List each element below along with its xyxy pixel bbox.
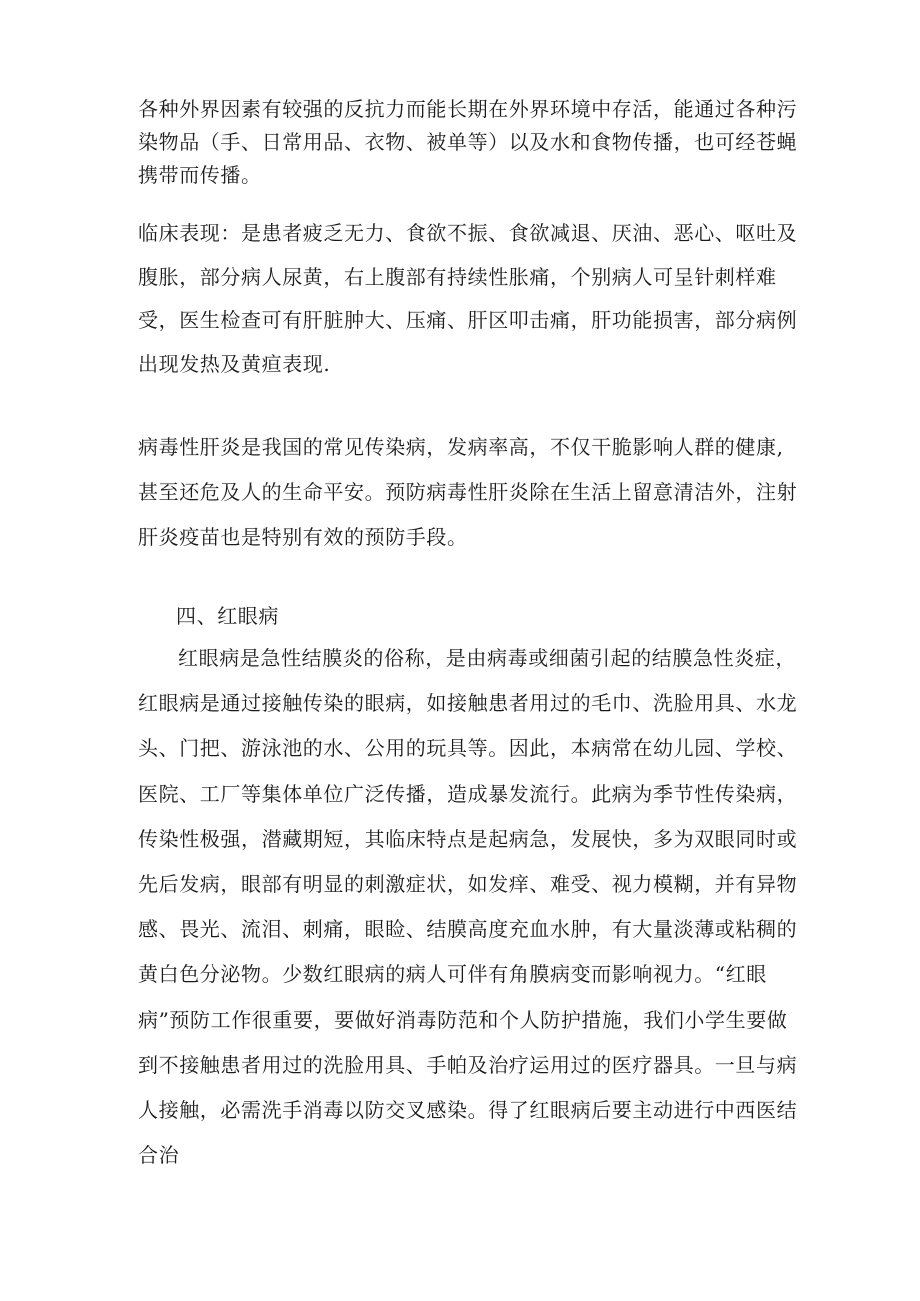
section-heading-pinkeye: 四、红眼病	[176, 604, 279, 628]
paragraph-transmission: 各种外界因素有较强的反抗力而能长期在外界环境中存活，能通过各种污染物品（手、日常用品、衣物、被单等）以及水和食物传播，也可经苍蝇携带而传播。	[138, 97, 798, 187]
paragraph-hepatitis-prevention: 病毒性肝炎是我国的常见传染病，发病率高，不仅干脆影响人群的健康,甚至还危及人的生命平安。预防病毒性肝炎除在生活上留意清洁外，注射肝炎疫苗也是特别有效的预防手段。	[138, 435, 798, 549]
paragraph-pinkeye: 红眼病是急性结膜炎的俗称，是由病毒或细菌引起的结膜急性炎症，红眼病是通过接触传染的眼病，如接触患者用过的毛巾、洗脸用具、水龙头、门把、游泳池的水、公用的玩具等。因此，本病常在幼儿园、学校、医院、工厂等集体单位广泛传播，造成暴发流行。此病为季节性传染病，传染性极强，潜藏期短，其临床特点是起病急，发展快，多为双眼同时或先后发病，眼部有明显的刺激症状，如发痒、难受、视力模糊，并有异物感、畏光、流泪、刺痛，眼睑、结膜高度充血水肿，有大量淡薄或粘稠的黄白色分泌物。少数红眼病的病人可伴有角膜病变而影响视力。“红眼病”预防工作很重要，要做好消毒防范和个人防护措施，我们小学生要做到不接触患者用过的洗脸用具、手帕及治疗运用过的医疗器具。一旦与病人接触，必需洗手消毒以防交叉感染。得了红眼病后要主动进行中西医结合治	[138, 646, 798, 1168]
paragraph-clinical-symptoms: 临床表现：是患者疲乏无力、食欲不振、食欲减退、厌油、恶心、呕吐及腹胀，部分病人尿黄，右上腹部有持续性胀痛，个别病人可呈针刺样难受，医生检查可有肝脏肿大、压痛、肝区叩击痛，肝功能损害，部分病例出现发热及黄疸表现.	[138, 221, 798, 376]
